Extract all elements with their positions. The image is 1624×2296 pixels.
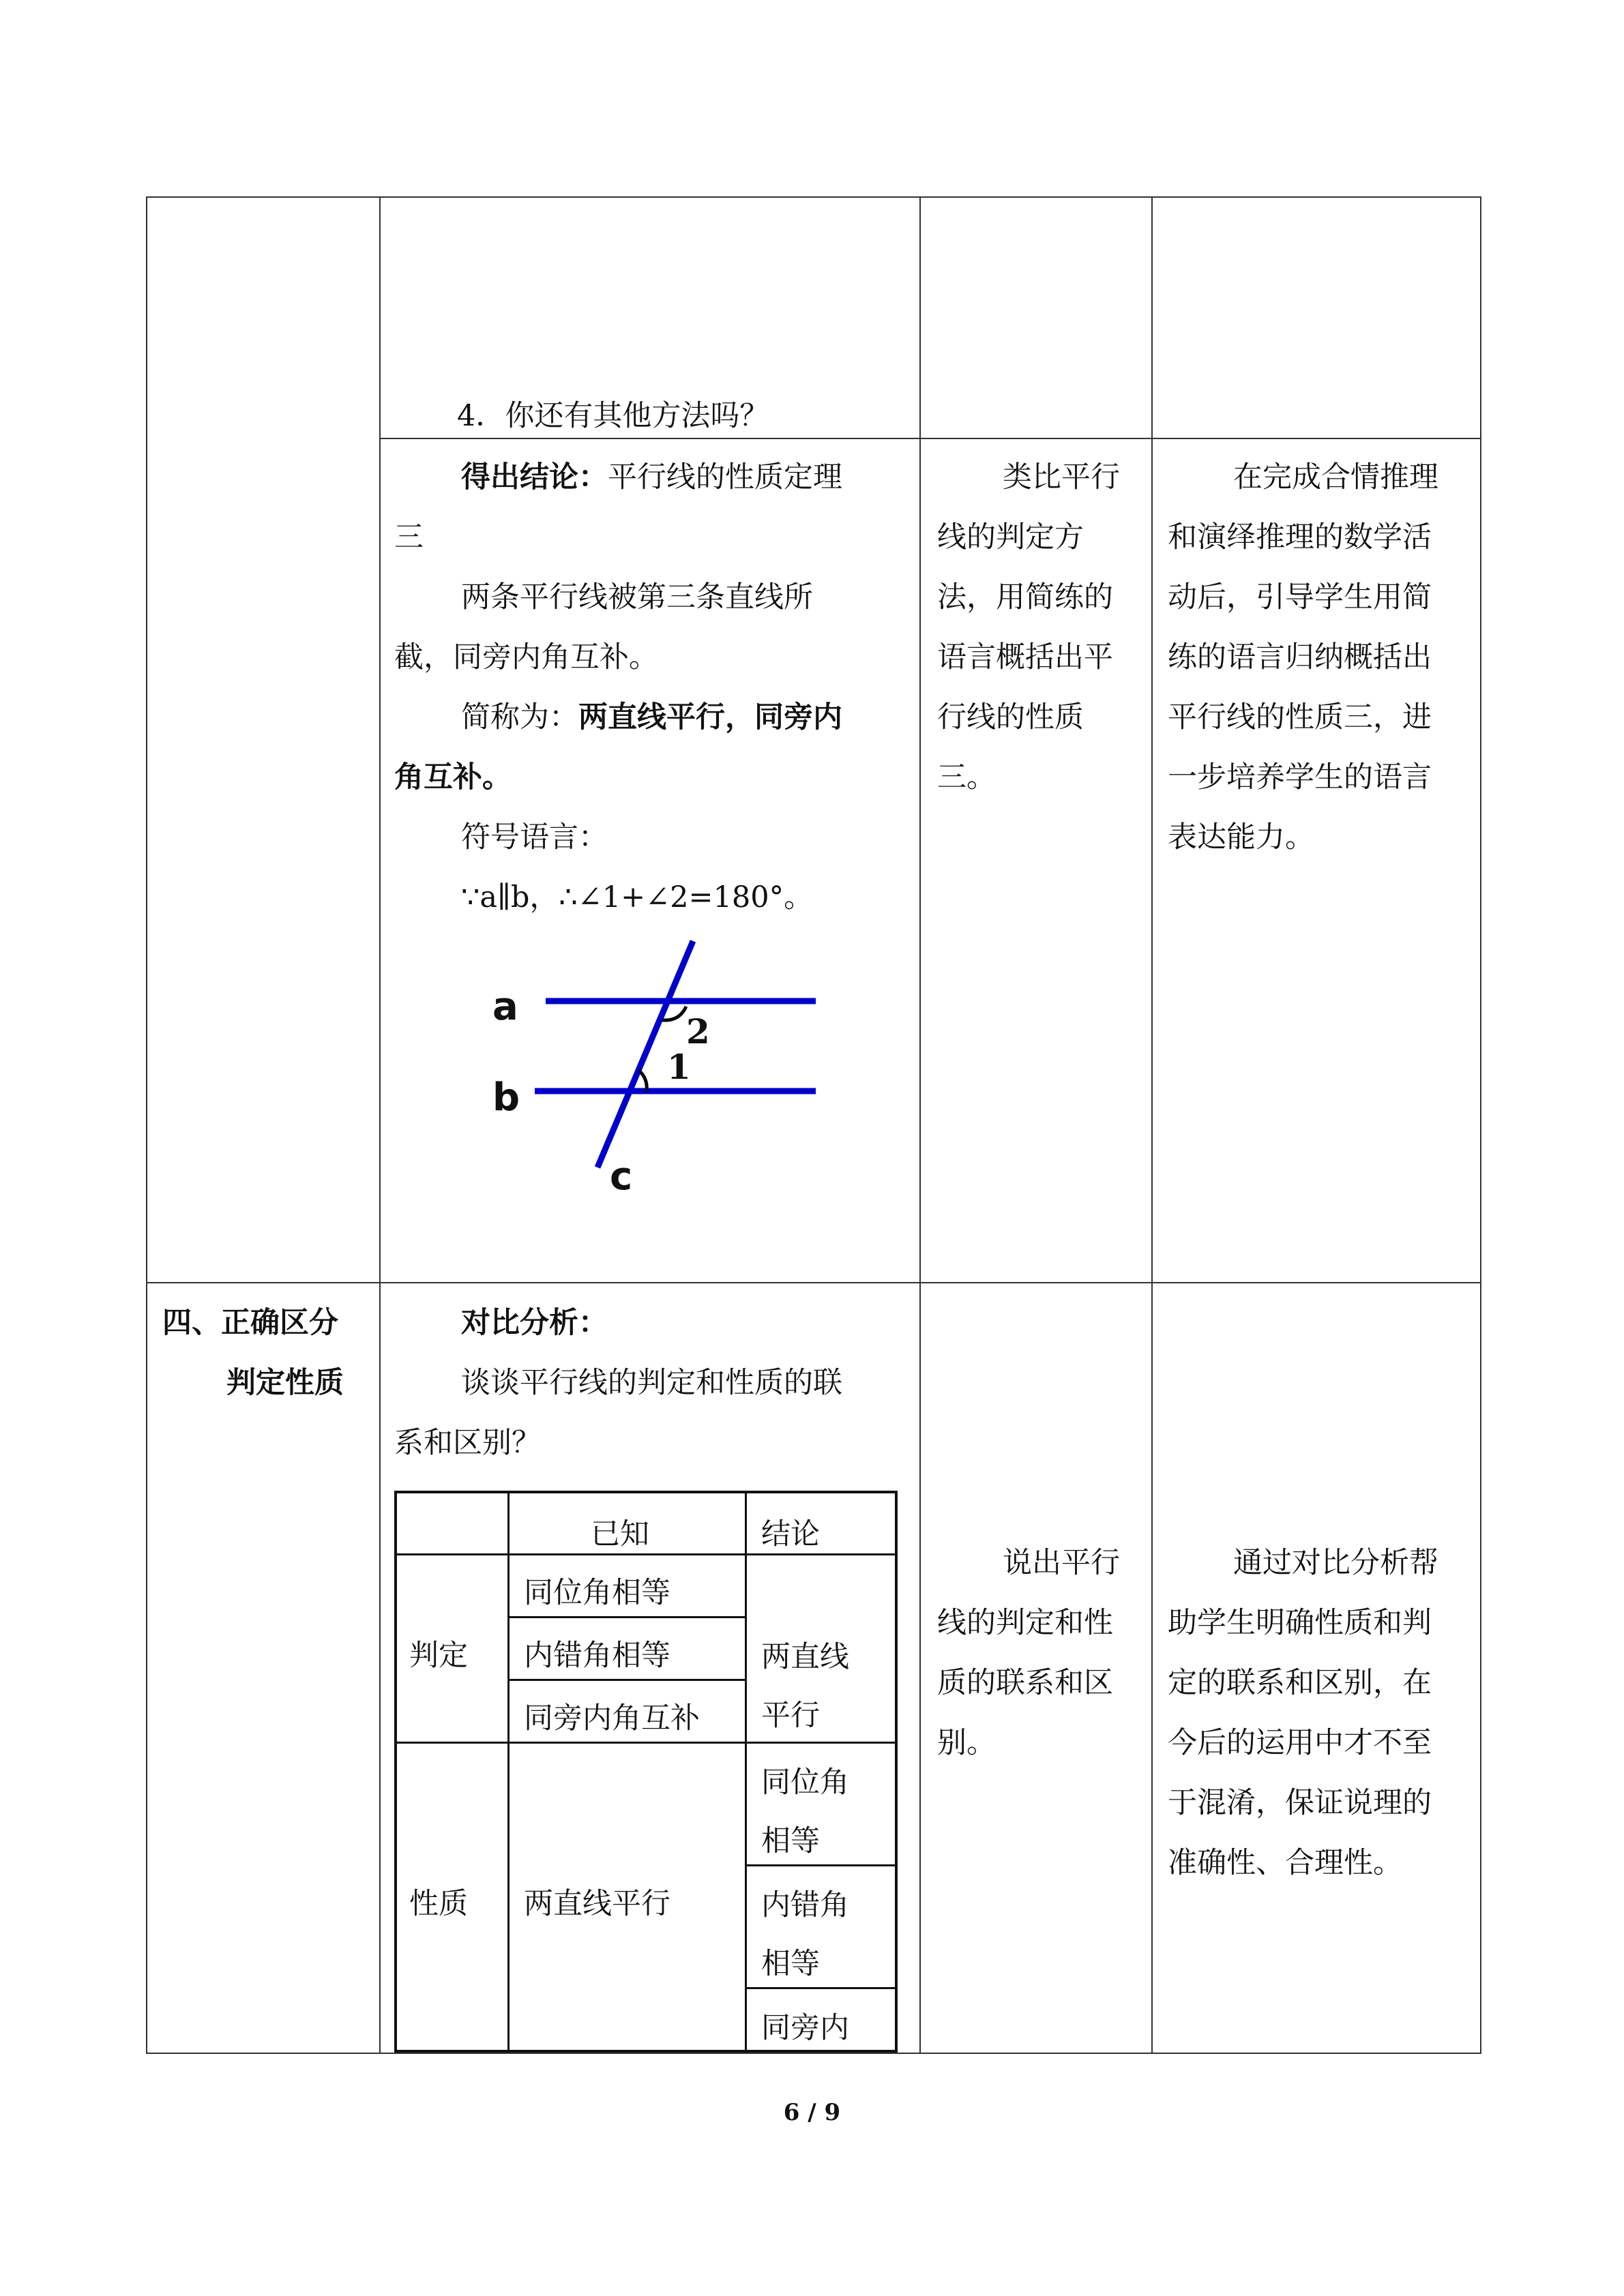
intent-line: 今后的运用中才不至	[1168, 1726, 1432, 1760]
inner-border	[394, 1742, 898, 1744]
header-conclusion: 结论	[761, 1517, 820, 1551]
row3-design-intent	[1168, 1533, 1438, 1893]
intent-line: 定的联系和区别，在	[1168, 1666, 1432, 1700]
intent-line: 一步培养学生的语言	[1168, 760, 1432, 794]
abbreviation-bold1: 两直线平行，同旁内	[578, 700, 842, 734]
judge-known-item: 同位角相等	[524, 1576, 670, 1610]
teacher-line: 类比平行	[1003, 460, 1120, 494]
row3-teacher-activity	[937, 1533, 1120, 1773]
section-title-line2: 判定性质	[226, 1366, 344, 1400]
angle-1-label: 1	[667, 1047, 691, 1087]
teacher-line: 质的联系和区	[937, 1666, 1113, 1700]
intent-line: 于混淆，保证说理的	[1168, 1786, 1432, 1820]
row1-method-question: 4．你还有其他方法吗？	[457, 399, 769, 433]
teacher-line: 法，用简练的	[937, 580, 1113, 614]
prop-conclusion-line: 同位角	[761, 1765, 849, 1800]
statement-line2: 截，同旁内角互补。	[394, 640, 658, 674]
intent-line: 在完成合情推理	[1233, 460, 1438, 494]
question-line1: 谈谈平行线的判定和性质的联	[461, 1366, 842, 1400]
prop-conclusion-line: 相等	[761, 1824, 820, 1858]
intent-line: 练的语言归纳概括出	[1168, 640, 1432, 674]
inner-border	[394, 2050, 898, 2053]
conclusion-label: 得出结论：	[461, 460, 608, 494]
intent-line: 平行线的性质三，进	[1168, 700, 1432, 734]
abbreviation-line	[461, 687, 842, 747]
row-divider-2	[146, 1282, 1481, 1283]
judge-conclusion-line: 两直线	[761, 1640, 849, 1674]
label-b: b	[492, 1075, 520, 1120]
table-right-border	[1480, 196, 1481, 2054]
angle-2-label: 2	[686, 1011, 710, 1052]
intent-line: 动后，引导学生用简	[1168, 580, 1432, 614]
abbreviation-prefix: 简称为：	[461, 700, 578, 734]
judge-conclusion-line: 平行	[761, 1699, 820, 1733]
judge-known-item: 内错角相等	[524, 1639, 670, 1673]
inner-border	[394, 1491, 397, 2053]
conclusion-text-cont: 三	[394, 520, 424, 554]
intent-line: 通过对比分析帮	[1233, 1546, 1438, 1580]
table-left-border	[146, 196, 147, 2054]
teacher-line: 线的判定和性	[937, 1606, 1113, 1640]
col-divider-1	[379, 196, 381, 2054]
table-top-border	[146, 196, 1481, 198]
prop-conclusion-line: 同旁内	[761, 2011, 849, 2045]
teacher-line: 别。	[937, 1726, 996, 1760]
intent-line: 和演绎推理的数学活	[1168, 520, 1432, 554]
prop-conclusion-line: 内错角	[761, 1888, 849, 1922]
judge-known-item: 同旁内角互补	[524, 1701, 700, 1735]
parallel-lines-figure	[477, 927, 832, 1200]
teacher-line: 语言概括出平	[937, 640, 1113, 674]
prop-known: 两直线平行	[524, 1887, 670, 1921]
inner-border	[745, 1491, 747, 2053]
inner-border	[745, 1864, 896, 1866]
header-known: 已知	[591, 1517, 649, 1551]
prop-label: 性质	[409, 1887, 468, 1921]
judge-label: 判定	[409, 1639, 468, 1673]
inner-border	[895, 1491, 898, 2053]
col-divider-3	[1151, 196, 1153, 2054]
intent-line: 表达能力。	[1168, 820, 1314, 854]
question-line2: 系和区别？	[394, 1426, 541, 1460]
page-number: 6 / 9	[783, 2099, 841, 2126]
inner-border	[507, 1679, 746, 1681]
conclusion-line	[461, 447, 842, 507]
inner-border	[507, 1491, 510, 2053]
symbol-label: 符号语言：	[461, 820, 608, 854]
inner-border	[507, 1616, 746, 1618]
section-title-line1: 四、正确区分	[162, 1306, 338, 1340]
label-c: c	[610, 1154, 633, 1199]
intent-line: 助学生明确性质和判	[1168, 1606, 1432, 1640]
symbol-expression: ∵a∥b，∴∠1+∠2=180°。	[461, 880, 814, 914]
statement-line1: 两条平行线被第三条直线所	[461, 580, 813, 614]
teacher-line: 三。	[937, 760, 996, 794]
row2-teacher-activity	[937, 447, 1120, 807]
intent-line: 准确性、合理性。	[1168, 1846, 1402, 1880]
col-divider-2	[919, 196, 921, 2054]
abbreviation-bold2: 角互补。	[394, 760, 512, 794]
teacher-line: 说出平行	[1003, 1546, 1120, 1580]
label-a: a	[492, 985, 518, 1029]
teacher-line: 线的判定方	[937, 520, 1084, 554]
inner-border	[394, 1491, 898, 1493]
teacher-line: 行线的性质	[937, 700, 1084, 734]
conclusion-text: 平行线的性质定理	[608, 460, 842, 494]
row2-design-intent	[1168, 447, 1438, 867]
table-bottom-border	[146, 2053, 1481, 2054]
inner-border	[745, 1987, 896, 1989]
prop-conclusion-line: 相等	[761, 1947, 820, 1981]
analysis-label: 对比分析：	[461, 1306, 608, 1340]
